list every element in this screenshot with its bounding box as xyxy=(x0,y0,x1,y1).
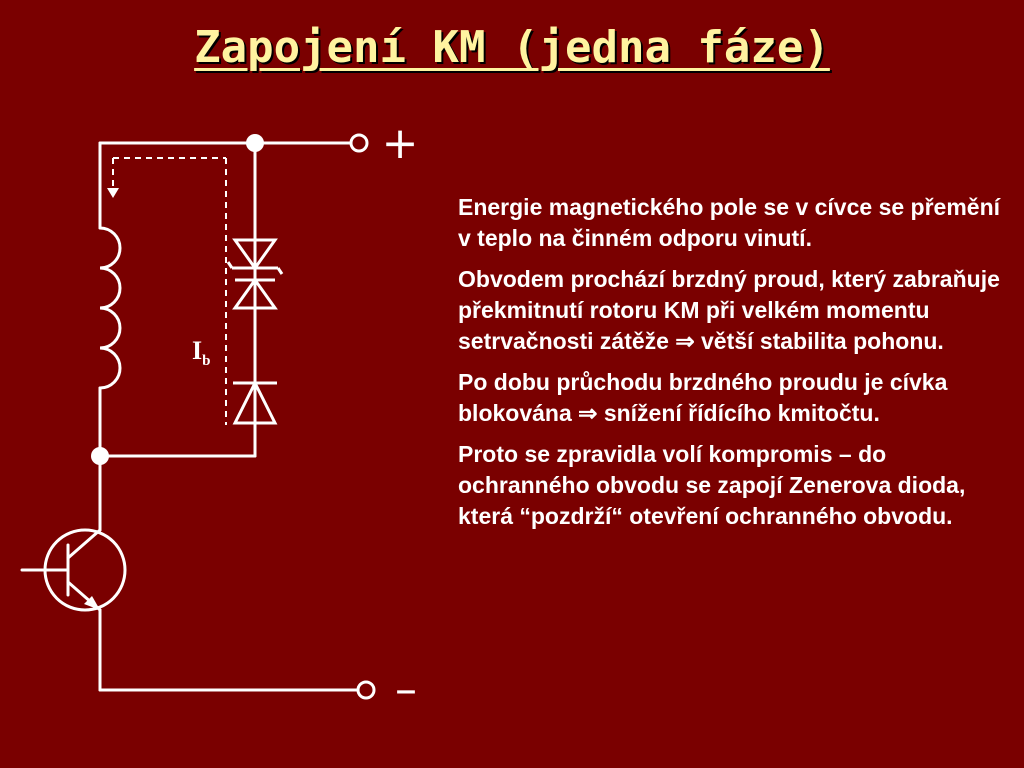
current-label-main: I xyxy=(192,336,203,365)
paragraph-2-end: větší stabilita pohonu. xyxy=(701,328,944,354)
junction-dot-top xyxy=(246,134,264,152)
implies-icon: ⇒ xyxy=(675,328,695,354)
slide-title: Zapojení KM (jedna fáze) xyxy=(194,22,830,73)
terminal-minus xyxy=(358,682,374,698)
coil xyxy=(100,228,120,388)
terminal-plus xyxy=(351,135,367,151)
paragraph-1: Energie magnetického pole se v cívce se přemění v teplo na činném odporu vinutí. xyxy=(458,194,1001,251)
current-label-subscript: b xyxy=(202,353,211,370)
paragraph-3-start: Po dobu průchodu brzdného proudu je cívka blokována xyxy=(458,369,948,426)
paragraph-2 xyxy=(458,264,1003,357)
implies-icon: ⇒ xyxy=(578,400,598,426)
text-panel xyxy=(458,192,1003,542)
paragraph-3 xyxy=(458,367,1003,429)
transistor-collector xyxy=(68,530,100,558)
current-arrow-icon xyxy=(107,188,119,198)
paragraph-2-start: Obvodem prochází brzdný proud, který zabraňuje překmitnutí rotoru KM při velkém momentu setrvačnosti zátěže xyxy=(458,266,1000,354)
circuit-diagram xyxy=(0,0,440,768)
brake-current-path xyxy=(113,158,226,425)
paragraph-4: Proto se zpravidla volí kompromis – do ochranného obvodu se zapojí Zenerova dioda, která “pozdrží“ otevření ochranného obvodu. xyxy=(458,441,966,529)
minus-label: – xyxy=(395,664,417,715)
paragraph-3-end: snížení řídícího kmitočtu. xyxy=(603,400,880,426)
junction-dot-middle xyxy=(91,447,109,465)
current-label xyxy=(192,336,210,370)
plus-label: + xyxy=(381,118,419,169)
